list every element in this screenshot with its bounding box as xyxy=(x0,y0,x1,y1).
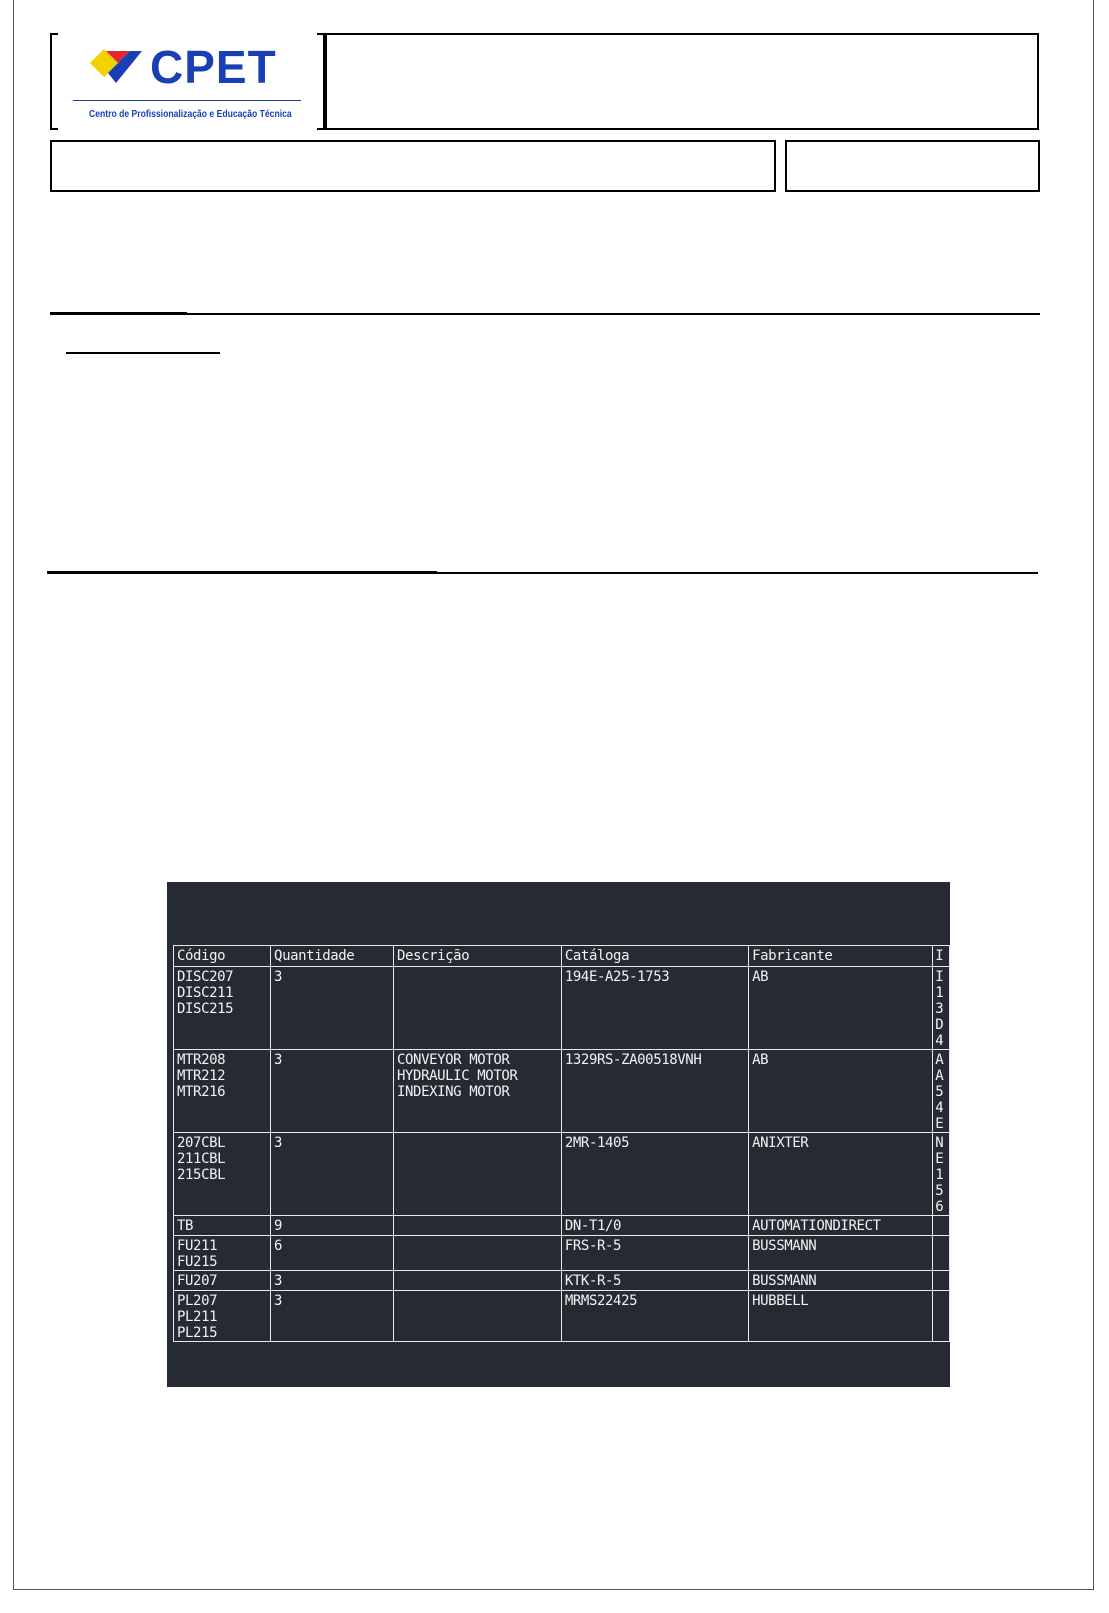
cell-catalogo: DN-T1/0 xyxy=(561,1216,748,1236)
logo-tagline: Centro de Profissionalização e Educação Técnica xyxy=(89,109,292,120)
cell-descricao: CONVEYOR MOTOR HYDRAULIC MOTOR INDEXING MOTOR xyxy=(393,1050,561,1133)
date-box xyxy=(785,140,1040,192)
cell-catalogo: MRMS22425 xyxy=(561,1291,748,1342)
col-header-quantidade: Quantidade xyxy=(271,946,394,967)
cell-quantidade: 6 xyxy=(271,1236,394,1271)
cell-codigo: PL207 PL211 PL215 xyxy=(174,1291,271,1342)
cell-truncated: I 1 3 D 4 xyxy=(933,967,950,1050)
cell-fabricante: AUTOMATIONDIRECT xyxy=(749,1216,933,1236)
logo-bracket-left xyxy=(50,33,58,130)
section-divider-accent xyxy=(47,571,437,574)
cell-codigo: MTR208 MTR212 MTR216 xyxy=(174,1050,271,1133)
cell-fabricante: ANIXTER xyxy=(749,1133,933,1216)
table-row xyxy=(174,1236,950,1271)
table-row xyxy=(174,1050,950,1133)
logo-rule xyxy=(73,100,301,101)
cell-descricao xyxy=(393,1271,561,1291)
cell-quantidade: 9 xyxy=(271,1216,394,1236)
cell-quantidade: 3 xyxy=(271,1291,394,1342)
cell-fabricante: BUSSMANN xyxy=(749,1271,933,1291)
cell-descricao xyxy=(393,1236,561,1271)
cell-fabricante: HUBBELL xyxy=(749,1291,933,1342)
cell-descricao xyxy=(393,967,561,1050)
cell-codigo: DISC207 DISC211 DISC215 xyxy=(174,967,271,1050)
table-row xyxy=(174,1133,950,1216)
section-divider-accent xyxy=(50,312,187,315)
col-header-descricao: Descrição xyxy=(393,946,561,967)
cell-truncated: N E 1 5 6 xyxy=(933,1133,950,1216)
col-header-codigo: Código xyxy=(174,946,271,967)
cell-fabricante: AB xyxy=(749,967,933,1050)
col-header-truncated: I xyxy=(933,946,950,967)
cell-fabricante: BUSSMANN xyxy=(749,1236,933,1271)
cell-codigo: 207CBL 211CBL 215CBL xyxy=(174,1133,271,1216)
cell-descricao xyxy=(393,1291,561,1342)
cell-catalogo: 194E-A25-1753 xyxy=(561,967,748,1050)
col-header-fabricante: Fabricante xyxy=(749,946,933,967)
cell-catalogo: KTK-R-5 xyxy=(561,1271,748,1291)
table-row xyxy=(174,1291,950,1342)
table-row xyxy=(174,967,950,1050)
cell-truncated: A A 5 4 E xyxy=(933,1050,950,1133)
cell-catalogo: 1329RS-ZA00518VNH xyxy=(561,1050,748,1133)
section-divider xyxy=(50,313,1040,315)
cell-catalogo: 2MR-1405 xyxy=(561,1133,748,1216)
subject-box xyxy=(50,140,776,192)
cad-bom-screenshot xyxy=(167,882,950,1387)
cell-descricao xyxy=(393,1216,561,1236)
cell-codigo: FU211 FU215 xyxy=(174,1236,271,1271)
header-title-box xyxy=(325,33,1039,130)
heading-underline xyxy=(66,352,220,354)
table-row xyxy=(174,1216,950,1236)
bom-table xyxy=(173,945,950,1342)
bom-header-row xyxy=(174,946,950,967)
cell-quantidade: 3 xyxy=(271,1271,394,1291)
cell-fabricante: AB xyxy=(749,1050,933,1133)
table-row xyxy=(174,1271,950,1291)
col-header-catalogo: Catáloga xyxy=(561,946,748,967)
cell-truncated xyxy=(933,1291,950,1342)
cell-quantidade: 3 xyxy=(271,967,394,1050)
logo-bracket-right xyxy=(317,33,325,130)
cpet-logo-icon xyxy=(90,45,146,85)
cell-quantidade: 3 xyxy=(271,1050,394,1133)
logo-wordmark: CPET xyxy=(150,41,277,93)
cell-codigo: FU207 xyxy=(174,1271,271,1291)
cell-codigo: TB xyxy=(174,1216,271,1236)
cell-truncated xyxy=(933,1236,950,1271)
cell-truncated xyxy=(933,1271,950,1291)
cell-truncated xyxy=(933,1216,950,1236)
cell-catalogo: FRS-R-5 xyxy=(561,1236,748,1271)
cell-quantidade: 3 xyxy=(271,1133,394,1216)
cell-descricao xyxy=(393,1133,561,1216)
